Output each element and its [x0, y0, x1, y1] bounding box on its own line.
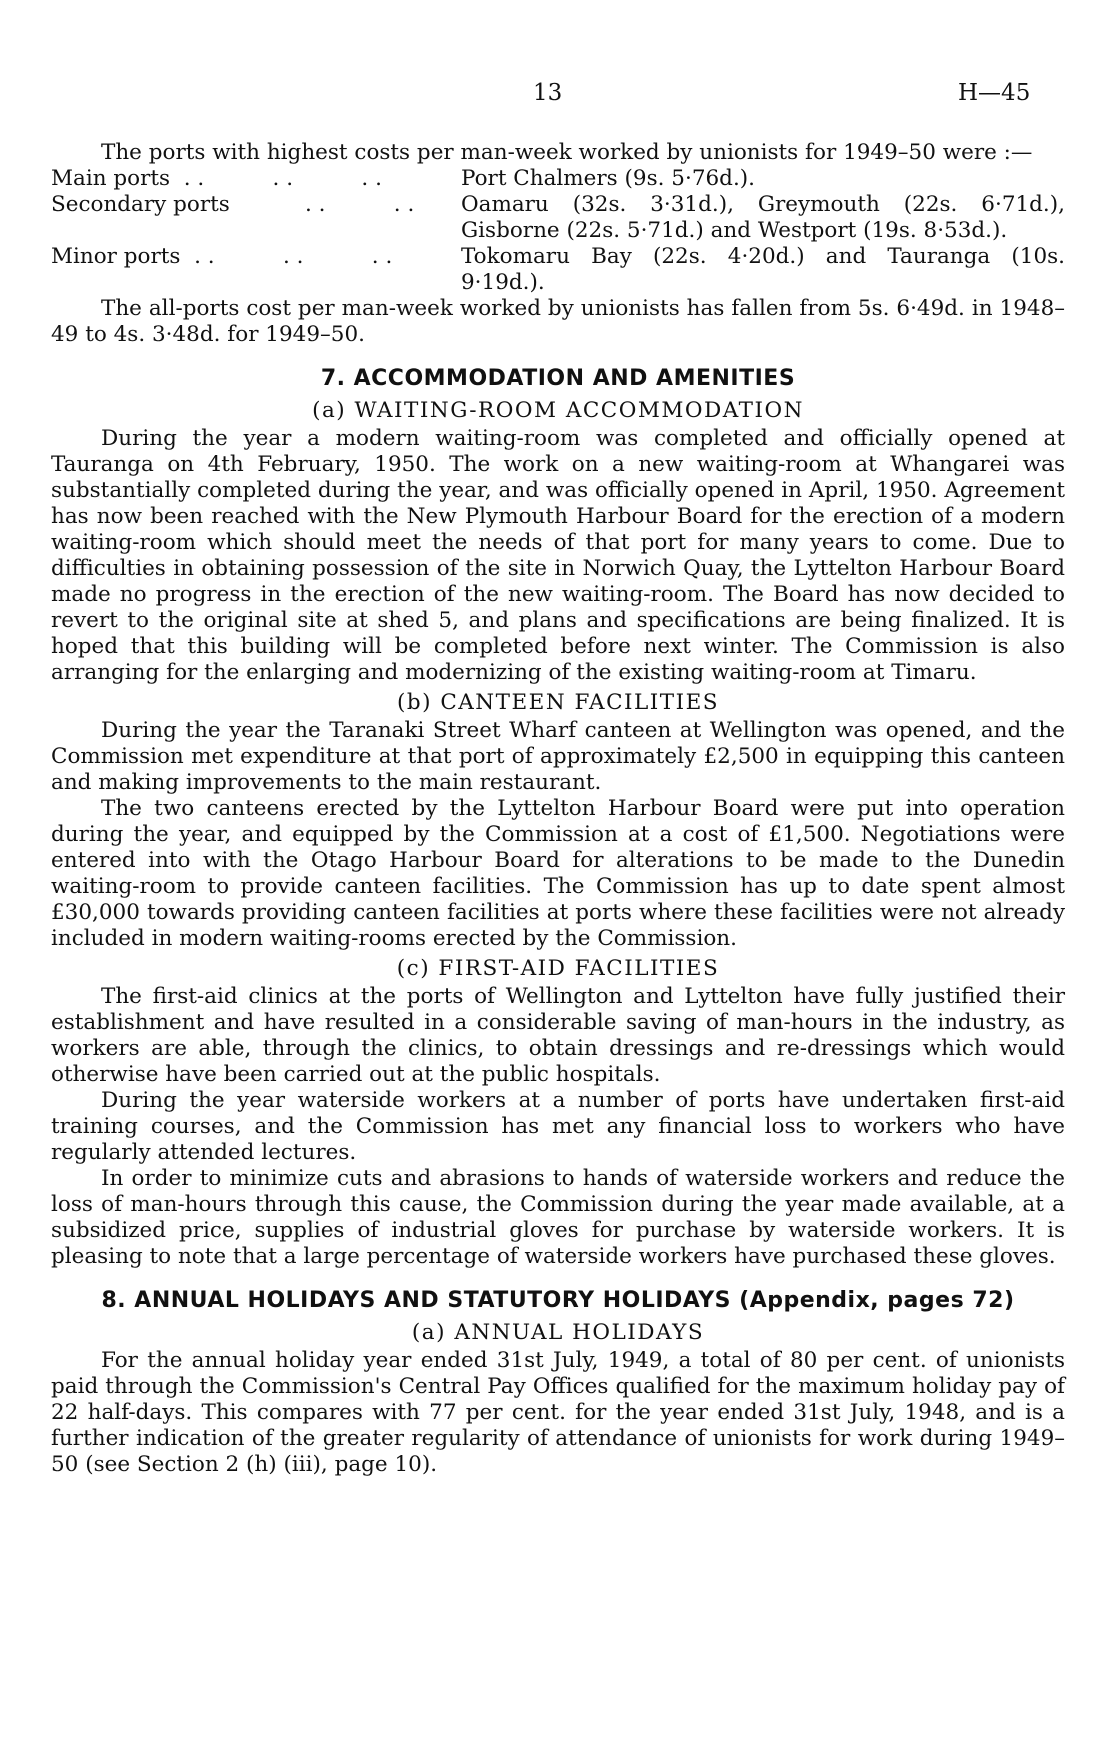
ports-row-main	[51, 166, 1065, 192]
first-aid-paragraph-2: During the year waterside workers at a number of ports have undertaken first-aid training courses, and the Commission has met any financial loss to workers who have regularly attended lectures.	[51, 1088, 1065, 1165]
all-ports-paragraph: The all-ports cost per man-week worked by unionists has fallen from 5s. 6·49d. in 1948–49 to 4s. 3·48d. for 1949–50.	[51, 296, 1065, 347]
ports-intro: The ports with highest costs per man-week worked by unionists for 1949–50 were :—	[101, 140, 1033, 165]
annual-holidays-paragraph: For the annual holiday year ended 31st July, 1949, a total of 80 per cent. of unionists paid through the Commission's Central Pay Offices qualified for the maximum holiday pay of 22 half-days. This compares with 77 per cent. for the year ended 31st July, 1948, and is a further indication of the greater regularity of attendance of unionists for work during 1949–50 (see Section 2 (h) (iii), page 10).	[51, 1348, 1065, 1477]
subsection-8a-heading: (a) ANNUAL HOLIDAYS	[411, 1320, 705, 1345]
document-code: H—45	[958, 80, 1031, 106]
ports-value: Port Chalmers (9s. 5·76d.).	[461, 166, 755, 191]
subsection-7b-heading: (b) CANTEEN FACILITIES	[396, 690, 720, 715]
section-7-heading: 7. ACCOMMODATION AND AMENITIES	[320, 366, 796, 391]
ports-list	[51, 166, 1065, 296]
subsection-7c-heading: (c) FIRST-AID FACILITIES	[396, 956, 720, 981]
ports-label: Secondary ports . . . .	[51, 192, 415, 217]
page-number: 13	[533, 80, 563, 106]
canteen-paragraph-2: The two canteens erected by the Lyttelton Harbour Board were put into operation during the year, and equipped by the Commission at a cost of £1,500. Negotiations were entered into with the Otago Harbour Board for alterations to be made to the Dunedin waiting-room to provide canteen facilities. The Commission has up to date spent almost £30,000 towards providing canteen facilities at ports where these facilities were not already included in modern waiting-rooms erected by the Commission.	[51, 796, 1065, 951]
section-8-heading: 8. ANNUAL HOLIDAYS AND STATUTORY HOLIDAYS (Appendix, pages 72)	[101, 1288, 1015, 1313]
ports-label: Main ports . . . . . .	[51, 166, 382, 191]
first-aid-paragraph-1: The first-aid clinics at the ports of Wellington and Lyttelton have fully justified their establishment and have resulted in a considerable saving of man-hours in the industry, as workers are able, through the clinics, to obtain dressings and re-dressings which would otherwise have been carried out at the public hospitals.	[51, 984, 1065, 1087]
waiting-room-paragraph: During the year a modern waiting-room was completed and officially opened at Tauranga on 4th February, 1950. The work on a new waiting-room at Whangarei was substantially completed during the year, and was officially opened in April, 1950. Agreement has now been reached with the New Plymouth Harbour Board for the erection of a modern waiting-room which should meet the needs of that port for many years to come. Due to difficulties in obtaining possession of the site in Norwich Quay, the Lyttelton Harbour Board made no progress in the erection of the new waiting-room. The Board has now decided to revert to the original site at shed 5, and plans and specifications are being finalized. It is hoped that this building will be completed before next winter. The Commission is also arranging for the enlarging and modernizing of the existing waiting-room at Timaru.	[51, 426, 1065, 685]
first-aid-paragraph-3: In order to minimize cuts and abrasions to hands of waterside workers and reduce the loss of man-hours through this cause, the Commission during the year made available, at a subsidized price, supplies of industrial gloves for purchase by waterside workers. It is pleasing to note that a large percentage of waterside workers have purchased these gloves.	[51, 1166, 1065, 1269]
subsection-7a-heading: (a) WAITING-ROOM ACCOMMODATION	[312, 398, 804, 423]
page-body	[51, 140, 1065, 1478]
ports-row-secondary	[51, 192, 1065, 244]
ports-row-minor	[51, 244, 1065, 296]
ports-value: Tokomaru Bay (22s. 4·20d.) and Tauranga (10s. 9·19d.).	[461, 244, 1065, 295]
ports-value: Oamaru (32s. 3·31d.), Greymouth (22s. 6·71d.), Gisborne (22s. 5·71d.) and Westport (19s. 8·53d.).	[461, 192, 1065, 243]
canteen-paragraph-1: During the year the Taranaki Street Wharf canteen at Wellington was opened, and the Commission met expenditure at that port of approximately £2,500 in equipping this canteen and making improvements to the main restaurant.	[51, 718, 1065, 795]
ports-label: Minor ports . . . . . .	[51, 244, 393, 269]
